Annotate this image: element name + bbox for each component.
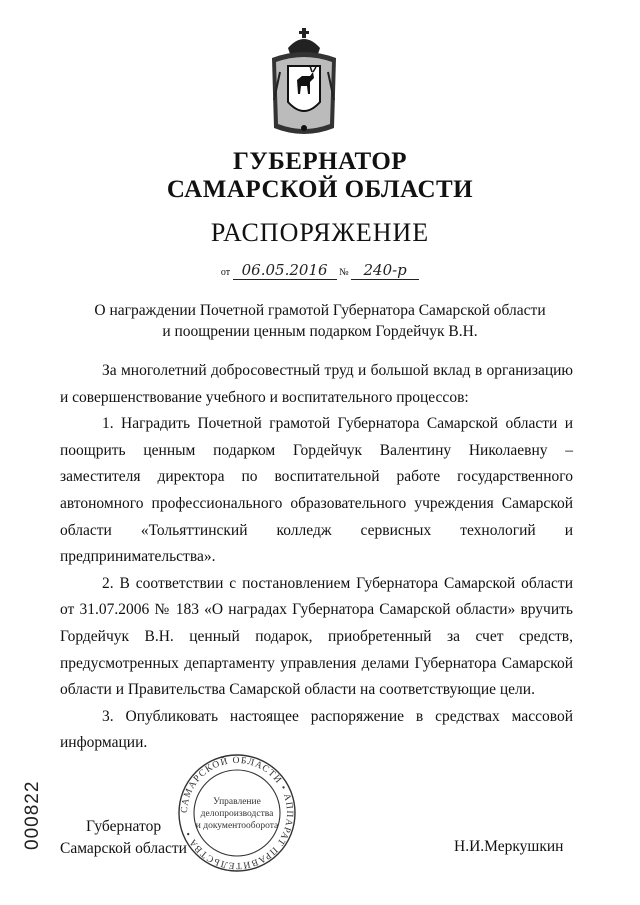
signatory-title <box>60 816 187 860</box>
stamp-line1: Управление <box>213 797 261 807</box>
document-subject <box>0 300 640 342</box>
handwritten-date: 06.05.2016 <box>233 262 337 280</box>
official-stamp <box>176 752 298 874</box>
handwritten-number: 240-р <box>351 262 419 280</box>
document-type: РАСПОРЯЖЕНИЕ <box>210 218 430 247</box>
subject-line1: О награждении Почетной грамотой Губернатора Самарской области <box>94 302 546 319</box>
stamp-line3: и документооборота <box>195 821 279 831</box>
subject-line2: и поощрении ценным подарком Гордейчук В.Н. <box>162 323 478 340</box>
item-2-paragraph: 2. В соответствии с постановлением Губернатора Самарской области от 31.07.2006 № 183 «О наградах Губернатора Самарской области» вручить Гордейчук В.Н. ценный подарок, приобретенный за счет средств, предусмотренных департаменту управления делами Губернатора Самарской области и Правительства Самарской области на соответствующие цели. <box>60 574 573 699</box>
stamp-line2: делопроизводства <box>200 809 274 819</box>
issuer-title-line1: ГУБЕРНАТОР <box>232 148 408 175</box>
date-label: от <box>220 267 231 278</box>
coat-of-arms-icon <box>266 28 342 140</box>
signatory-title-line2: Самарской области <box>60 840 187 857</box>
stamp-ring-text: САМАРСКОЙ ОБЛАСТИ • АППАРАТ ПРАВИТЕЛЬСТВА • <box>179 755 295 871</box>
date-number-line <box>0 262 640 280</box>
document-body <box>60 358 573 757</box>
signatory-name: Н.И.Меркушкин <box>454 838 564 855</box>
preamble-paragraph: За многолетний добросовестный труд и большой вклад в организацию и совершенствование учебного и воспитательного процессов: <box>60 362 573 406</box>
item-3-paragraph: 3. Опубликовать настоящее распоряжение в средствах массовой информации. <box>60 707 573 752</box>
issuer-title-line2: САМАРСКОЙ ОБЛАСТИ <box>166 176 474 203</box>
signatory-title-line1: Губернатор <box>86 818 162 835</box>
item-1-paragraph: 1. Наградить Почетной грамотой Губернатора Самарской области и поощрить ценным подарком Гордейчук Валентину Николаевну – заместителя директора по воспитательной работе государственного автономного профессионального образовательного учреждения Самарской области «Тольяттинский колледж сервисных технологий и предпринимательства». <box>60 415 573 566</box>
number-label: № <box>339 267 349 278</box>
side-registration-number: 000822 <box>22 780 43 850</box>
